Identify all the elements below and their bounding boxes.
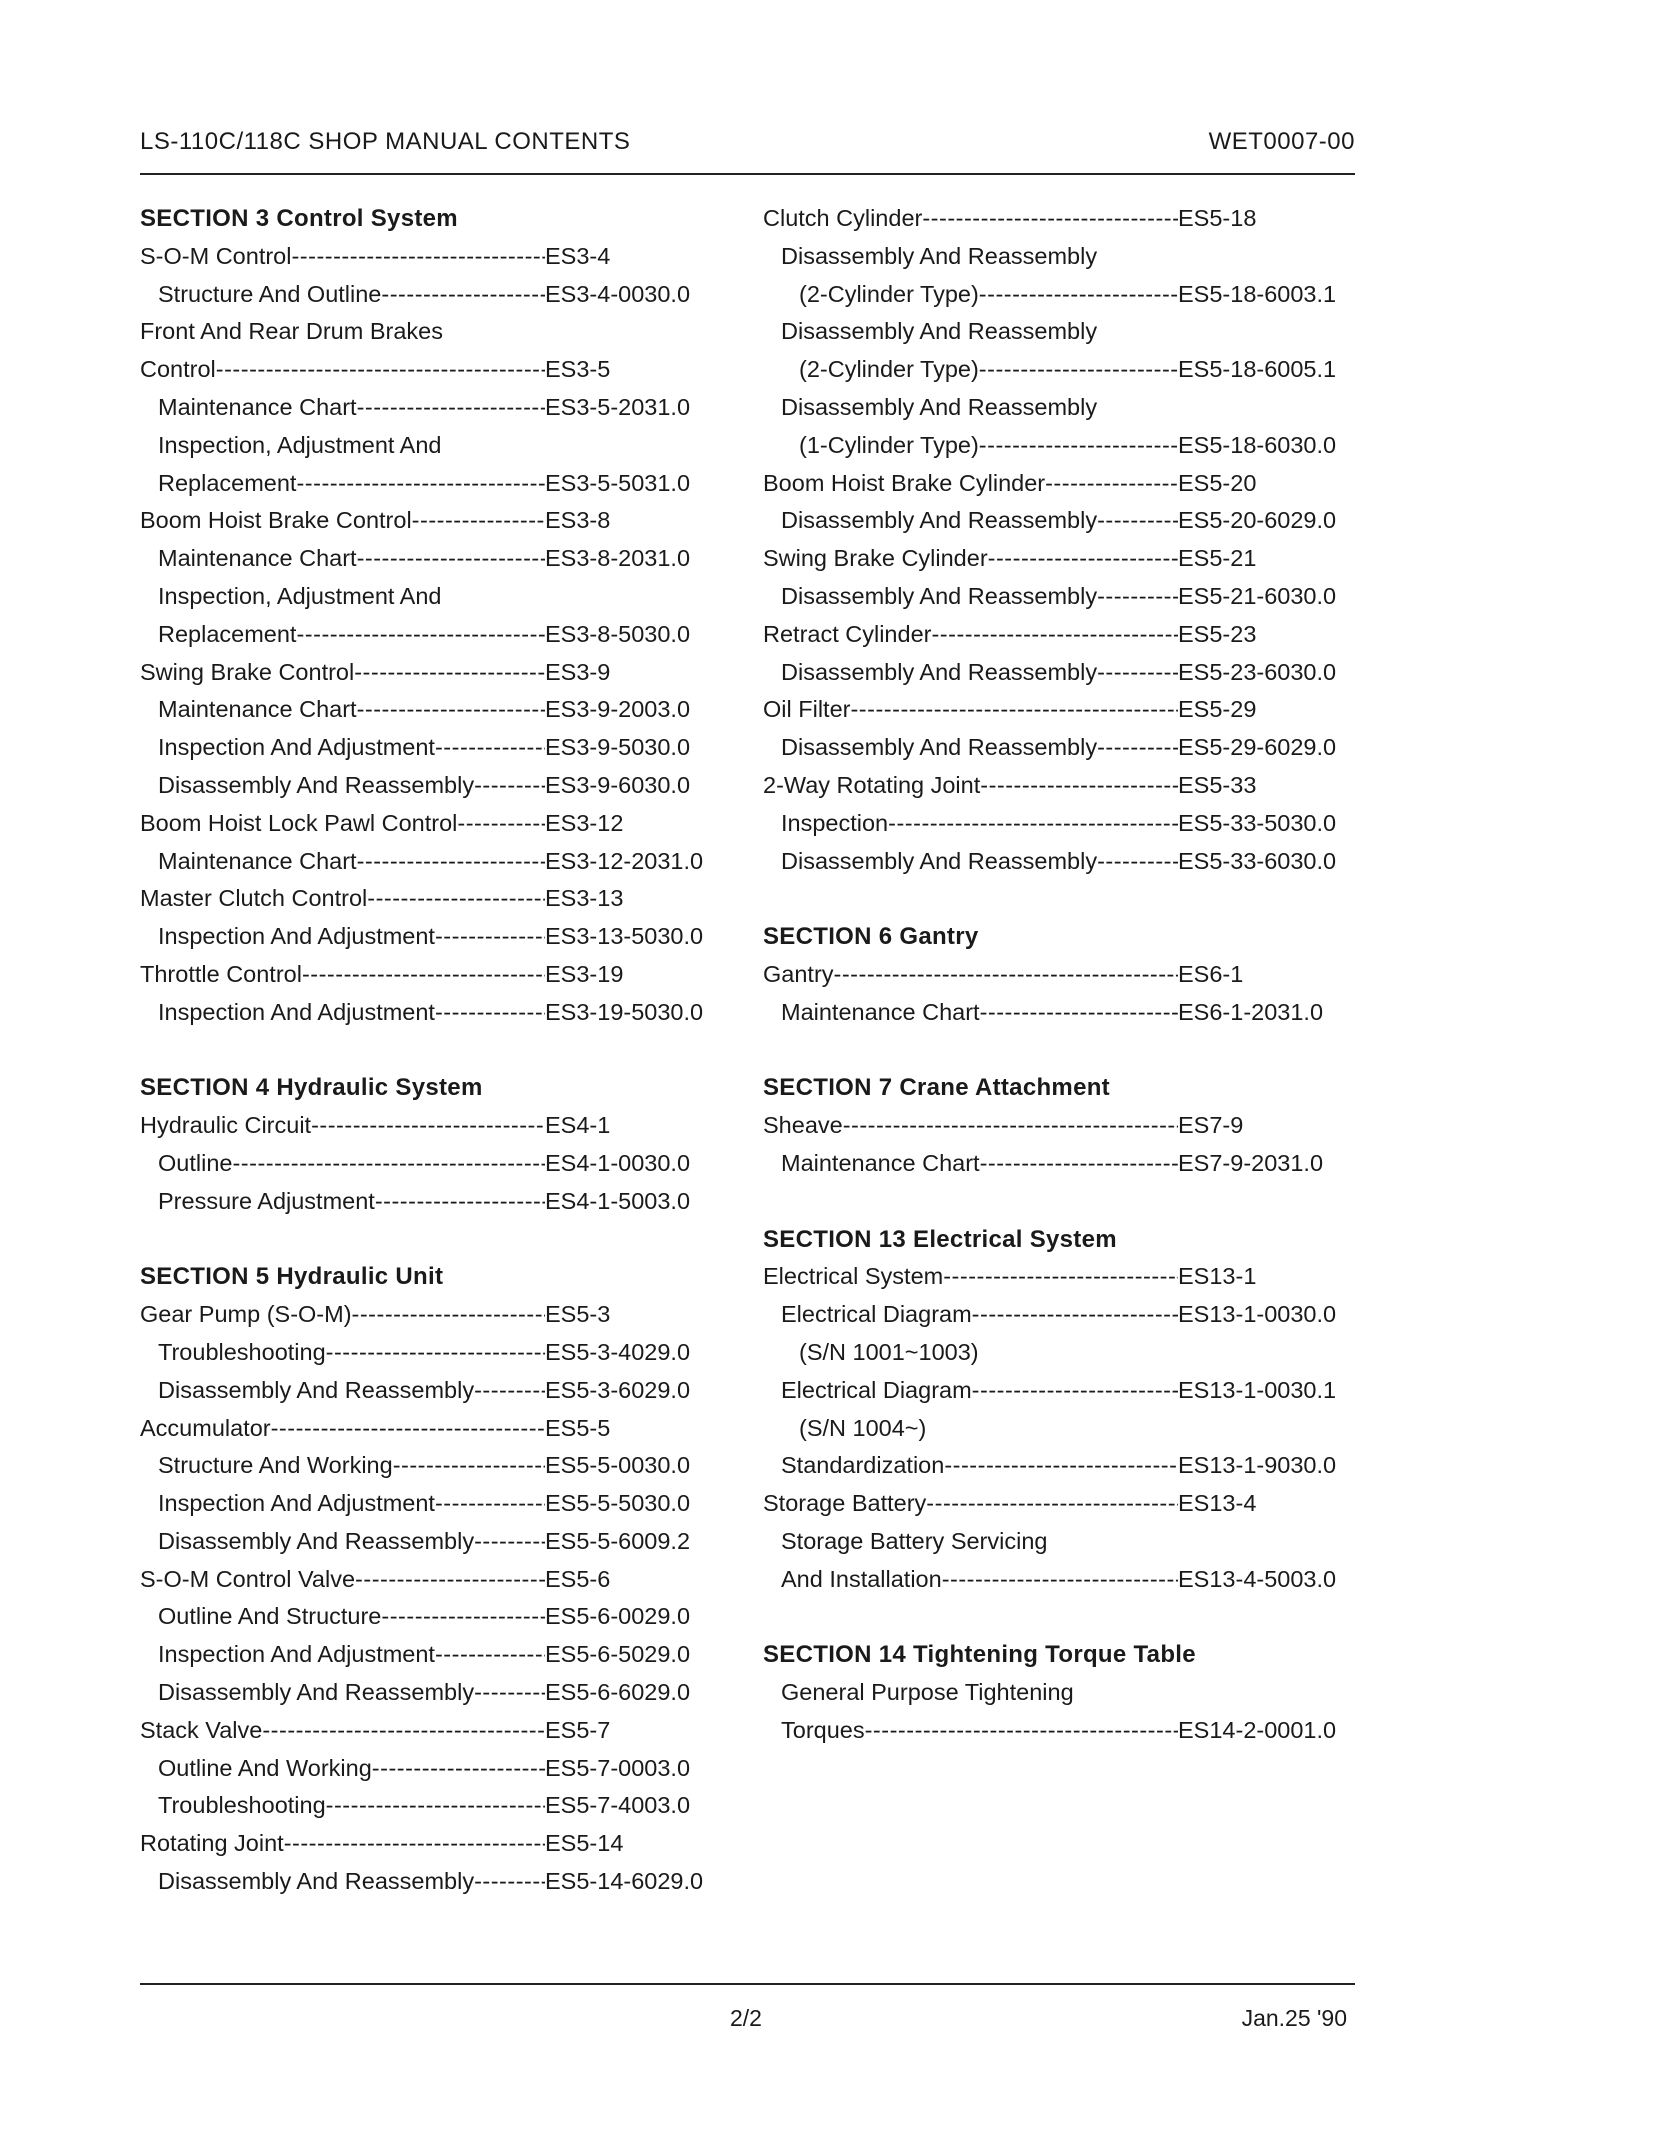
toc-entry-code: ES3-5-2031.0 (545, 393, 691, 420)
toc-entry-label: Outline And Working (158, 1754, 372, 1781)
toc-entry (140, 956, 715, 994)
toc-entry-code: ES7-9 (1178, 1112, 1244, 1139)
toc-entry-code: ES4-1-0030.0 (545, 1149, 691, 1176)
toc-entry-code: ES5-21-6030.0 (1178, 582, 1337, 609)
toc-entry (140, 616, 715, 654)
dot-leader (296, 616, 545, 654)
section-heading: SECTION 6 Gantry (763, 923, 979, 951)
toc-entry-label: Clutch Cylinder (763, 205, 923, 231)
toc-entry-code: ES5-14 (545, 1830, 624, 1857)
dot-leader (1097, 578, 1178, 616)
toc-entry (140, 691, 715, 729)
toc-subheading (140, 313, 715, 351)
toc-entry-label: Disassembly And Reassembly (781, 242, 1098, 269)
toc-subheading (763, 1334, 1353, 1372)
toc-entry-label: Electrical System (763, 1263, 944, 1290)
dot-leader (474, 1523, 545, 1561)
toc-entry (140, 1787, 715, 1825)
toc-entry (763, 843, 1353, 881)
toc-entry-code: ES3-13-5030.0 (545, 923, 704, 950)
toc-entry-code: ES3-9-5030.0 (545, 734, 691, 761)
toc-entry-label: Disassembly And Reassembly (781, 507, 1098, 534)
toc-entry-label: Disassembly And Reassembly (781, 658, 1098, 685)
dot-leader (979, 427, 1178, 465)
toc-entry-code: ES5-18-6005.1 (1178, 356, 1337, 383)
toc-entry-code: ES6-1-2031.0 (1178, 998, 1324, 1025)
toc-entry-code: ES3-5 (545, 356, 611, 383)
toc-entry-label: Disassembly And Reassembly (158, 771, 475, 798)
toc-entry-label: And Installation (781, 1565, 942, 1592)
toc-entry-code: ES3-13 (545, 885, 624, 912)
toc-entry-code: ES3-8-5030.0 (545, 620, 691, 647)
toc-entry-code: ES13-4 (1178, 1490, 1257, 1517)
toc-entry-code: ES3-4-0030.0 (545, 280, 691, 307)
section-heading: SECTION 4 Hydraulic System (140, 1074, 483, 1102)
toc-entry (140, 351, 715, 389)
toc-entry-code: ES5-33 (1178, 771, 1257, 798)
toc-subheading (763, 1674, 1353, 1712)
dot-leader (474, 1372, 545, 1410)
toc-entry (763, 1107, 1353, 1145)
section-spacer (140, 1032, 715, 1070)
dot-leader (393, 1447, 545, 1485)
toc-entry-label: Control (140, 356, 216, 383)
contents-right-column (763, 200, 1353, 1750)
toc-subheading (763, 238, 1353, 276)
dot-leader (355, 1561, 545, 1599)
toc-entry (140, 1145, 715, 1183)
toc-subheading (763, 389, 1353, 427)
toc-entry-label: Troubleshooting (158, 1792, 326, 1819)
dot-leader (357, 843, 545, 881)
toc-entry-code: ES7-9-2031.0 (1178, 1149, 1324, 1176)
dot-leader (979, 351, 1178, 389)
toc-entry (140, 1183, 715, 1221)
toc-entry (140, 880, 715, 918)
toc-entry-code: ES5-3-6029.0 (545, 1376, 691, 1403)
dot-leader (352, 1296, 545, 1334)
toc-subheading (763, 1523, 1353, 1561)
dot-leader (474, 767, 545, 805)
toc-entry-code: ES5-7-0003.0 (545, 1754, 691, 1781)
toc-entry-label: (2-Cylinder Type) (799, 280, 979, 307)
toc-entry-label: Replacement (158, 620, 297, 647)
toc-entry-label: Boom Hoist Lock Pawl Control (140, 809, 458, 836)
dot-leader (381, 276, 545, 314)
page-header (140, 128, 1355, 156)
dot-leader (834, 956, 1178, 994)
dot-leader (888, 805, 1178, 843)
toc-entry-code: ES5-14-6029.0 (545, 1868, 704, 1895)
toc-entry (140, 238, 715, 276)
toc-entry-label: Inspection, Adjustment And (158, 582, 442, 609)
dot-leader (302, 956, 545, 994)
toc-entry-label: Disassembly And Reassembly (158, 1679, 475, 1706)
toc-entry-label: Maintenance Chart (781, 1149, 980, 1176)
toc-entry-code: ES3-19 (545, 960, 624, 987)
toc-entry-code: ES5-18-6030.0 (1178, 431, 1337, 458)
toc-subheading (763, 1410, 1353, 1448)
toc-entry-label: Disassembly And Reassembly (781, 582, 1098, 609)
toc-entry-label: Stack Valve (140, 1716, 263, 1743)
toc-entry-label: Boom Hoist Brake Control (140, 507, 412, 534)
toc-entry-label: Gear Pump (S-O-M) (140, 1301, 352, 1328)
dot-leader (232, 1145, 545, 1183)
toc-entry-label: Front And Rear Drum Brakes (140, 318, 443, 345)
toc-entry-label: Inspection And Adjustment (158, 1490, 435, 1517)
section-spacer (763, 880, 1353, 918)
toc-entry-label: Troubleshooting (158, 1338, 326, 1365)
toc-entry-code: ES5-5-0030.0 (545, 1452, 691, 1479)
section-heading: SECTION 3 Control System (140, 205, 458, 232)
toc-entry-code: ES5-29 (1178, 696, 1257, 723)
dot-leader (357, 691, 545, 729)
dot-leader (943, 1258, 1178, 1296)
toc-entry-label: Maintenance Chart (158, 545, 357, 572)
toc-entry-label: Master Clutch Control (140, 885, 368, 912)
toc-entry-label: Retract Cylinder (763, 620, 932, 647)
toc-entry-label: Structure And Outline (158, 280, 382, 307)
toc-entry (140, 1636, 715, 1674)
dot-leader (843, 1107, 1178, 1145)
toc-entry-code: ES5-3-4029.0 (545, 1338, 691, 1365)
toc-entry-label: Disassembly And Reassembly (781, 847, 1098, 874)
toc-entry-code: ES4-1 (545, 1112, 611, 1139)
dot-leader (865, 1712, 1178, 1750)
toc-entry (140, 994, 715, 1032)
dot-leader (357, 540, 545, 578)
toc-entry-code: ES5-33-5030.0 (1178, 809, 1337, 836)
dot-leader (262, 1712, 545, 1750)
toc-entry-label: Torques (781, 1716, 865, 1743)
toc-entry-code: ES5-6-5029.0 (545, 1641, 691, 1668)
toc-entry-label: Standardization (781, 1452, 945, 1479)
toc-entry (763, 616, 1353, 654)
toc-entry-code: ES5-18 (1178, 205, 1257, 231)
toc-entry-label: Sheave (763, 1112, 843, 1139)
section-heading: SECTION 13 Electrical System (763, 1225, 1117, 1253)
toc-entry (140, 805, 715, 843)
toc-entry-code: ES5-5-5030.0 (545, 1490, 691, 1517)
toc-entry (763, 427, 1353, 465)
toc-entry-code: ES3-5-5031.0 (545, 469, 691, 496)
dot-leader (931, 616, 1178, 654)
toc-entry (763, 1485, 1353, 1523)
manual-title: LS-110C/118C SHOP MANUAL CONTENTS (140, 128, 631, 155)
toc-entry-code: ES5-7 (545, 1716, 611, 1743)
toc-entry-label: Inspection And Adjustment (158, 734, 435, 761)
toc-entry (763, 1296, 1353, 1334)
toc-entry-code: ES5-5-6009.2 (545, 1527, 691, 1554)
toc-entry-code: ES5-20 (1178, 469, 1257, 496)
dot-leader (850, 691, 1178, 729)
dot-leader (980, 994, 1178, 1032)
toc-entry (763, 767, 1353, 805)
toc-entry-code: ES3-8-2031.0 (545, 545, 691, 572)
toc-entry-label: Swing Brake Cylinder (763, 545, 988, 572)
toc-entry-label: Rotating Joint (140, 1830, 284, 1857)
toc-entry (140, 918, 715, 956)
toc-entry-code: ES5-3 (545, 1301, 611, 1328)
section-heading: SECTION 14 Tightening Torque Table (763, 1641, 1196, 1669)
toc-entry (140, 502, 715, 540)
toc-entry (140, 729, 715, 767)
toc-entry (140, 1334, 715, 1372)
dot-leader (1045, 465, 1178, 503)
toc-entry-label: Inspection And Adjustment (158, 998, 435, 1025)
toc-entry-label: Accumulator (140, 1414, 271, 1441)
toc-entry (140, 465, 715, 503)
toc-entry (140, 654, 715, 692)
toc-entry-label: Electrical Diagram (781, 1376, 972, 1403)
dot-leader (367, 880, 545, 918)
toc-entry-label: Storage Battery Servicing (781, 1527, 1048, 1554)
dot-leader (457, 805, 545, 843)
header-rule (140, 173, 1355, 175)
dot-leader (979, 276, 1178, 314)
toc-entry (140, 1447, 715, 1485)
section-spacer (763, 1598, 1353, 1636)
toc-entry (140, 1750, 715, 1788)
toc-entry-code: ES3-12-2031.0 (545, 847, 704, 874)
toc-entry-code: ES5-6 (545, 1565, 611, 1592)
toc-entry-code: ES3-12 (545, 809, 624, 836)
dot-leader (271, 1410, 545, 1448)
toc-entry-label: Outline (158, 1149, 233, 1176)
toc-entry (140, 1598, 715, 1636)
toc-entry (140, 540, 715, 578)
dot-leader (357, 389, 545, 427)
toc-entry-code: ES3-4 (545, 242, 611, 269)
dot-leader (922, 200, 1178, 238)
toc-entry (763, 540, 1353, 578)
toc-entry-code: ES5-6-6029.0 (545, 1679, 691, 1706)
toc-entry (763, 1145, 1353, 1183)
toc-entry-label: Disassembly And Reassembly (781, 318, 1098, 345)
toc-entry (763, 1447, 1353, 1485)
toc-entry-code: ES5-7-4003.0 (545, 1792, 691, 1819)
toc-entry-label: Boom Hoist Brake Cylinder (763, 469, 1046, 496)
toc-entry (763, 578, 1353, 616)
section-spacer (763, 1183, 1353, 1221)
toc-entry-label: (2-Cylinder Type) (799, 356, 979, 383)
page-number: 2/2 (730, 2005, 762, 2031)
toc-entry (140, 389, 715, 427)
toc-entry-code: ES13-1-9030.0 (1178, 1452, 1337, 1479)
toc-entry (763, 1372, 1353, 1410)
toc-entry (763, 956, 1353, 994)
toc-entry-label: Inspection And Adjustment (158, 923, 435, 950)
toc-entry (140, 1107, 715, 1145)
toc-entry (763, 276, 1353, 314)
dot-leader (972, 1372, 1178, 1410)
dot-leader (944, 1447, 1178, 1485)
toc-entry (140, 1523, 715, 1561)
toc-entry-code: ES3-9-6030.0 (545, 771, 691, 798)
toc-entry-code: ES3-9-2003.0 (545, 696, 691, 723)
dot-leader (296, 465, 545, 503)
section-spacer (763, 1032, 1353, 1070)
toc-entry-label: (S/N 1004~) (799, 1414, 927, 1441)
toc-entry (140, 1825, 715, 1863)
toc-entry-label: General Purpose Tightening (781, 1679, 1074, 1706)
toc-entry-label: Disassembly And Reassembly (781, 734, 1098, 761)
toc-entry (140, 843, 715, 881)
toc-entry-label: Inspection (781, 809, 889, 836)
toc-entry (763, 351, 1353, 389)
toc-subheading (140, 427, 715, 465)
toc-entry-label: S-O-M Control Valve (140, 1565, 356, 1592)
section-heading: SECTION 7 Crane Attachment (763, 1074, 1110, 1102)
dot-leader (1097, 654, 1178, 692)
dot-leader (216, 351, 545, 389)
section-heading: SECTION 5 Hydraulic Unit (140, 1263, 444, 1291)
contents-left-column (140, 200, 715, 1901)
toc-subheading (140, 578, 715, 616)
toc-entry-label: Structure And Working (158, 1452, 393, 1479)
toc-entry (763, 502, 1353, 540)
toc-entry (763, 1258, 1353, 1296)
dot-leader (980, 767, 1178, 805)
toc-entry-code: ES14-2-0001.0 (1178, 1716, 1337, 1743)
revision-date: Jan.25 '90 (1241, 2005, 1347, 2031)
toc-entry (140, 1372, 715, 1410)
toc-entry-code: ES3-8 (545, 507, 611, 534)
footer-rule (140, 1983, 1355, 1985)
toc-entry-label: Inspection, Adjustment And (158, 431, 442, 458)
toc-entry-label: 2-Way Rotating Joint (763, 771, 981, 798)
dot-leader (435, 729, 545, 767)
dot-leader (435, 1636, 545, 1674)
dot-leader (284, 1825, 545, 1863)
toc-entry (140, 1674, 715, 1712)
toc-entry-label: Outline And Structure (158, 1603, 382, 1630)
toc-entry (763, 654, 1353, 692)
dot-leader (988, 540, 1178, 578)
dot-leader (326, 1334, 545, 1372)
toc-entry-label: Maintenance Chart (158, 847, 357, 874)
toc-entry-label: Oil Filter (763, 696, 851, 723)
toc-entry-label: Replacement (158, 469, 297, 496)
toc-entry (140, 1561, 715, 1599)
toc-entry-label: Disassembly And Reassembly (158, 1868, 475, 1895)
toc-entry (763, 465, 1353, 503)
toc-entry-code: ES6-1 (1178, 960, 1244, 987)
dot-leader (942, 1561, 1178, 1599)
dot-leader (474, 1674, 545, 1712)
toc-entry (140, 767, 715, 805)
toc-entry (140, 1410, 715, 1448)
dot-leader (926, 1485, 1178, 1523)
toc-entry-label: Maintenance Chart (781, 998, 980, 1025)
toc-entry-code: ES5-21 (1178, 545, 1257, 572)
section-spacer (140, 1221, 715, 1259)
toc-entry (763, 994, 1353, 1032)
toc-entry-code: ES5-29-6029.0 (1178, 734, 1337, 761)
dot-leader (381, 1598, 545, 1636)
dot-leader (1097, 729, 1178, 767)
toc-entry-code: ES5-5 (545, 1414, 611, 1441)
toc-entry-label: Disassembly And Reassembly (781, 393, 1098, 420)
toc-entry-label: Electrical Diagram (781, 1301, 972, 1328)
dot-leader (435, 994, 545, 1032)
toc-entry-label: Swing Brake Control (140, 658, 355, 685)
toc-entry-code: ES5-20-6029.0 (1178, 507, 1337, 534)
toc-entry-label: Gantry (763, 960, 834, 987)
dot-leader (354, 654, 545, 692)
toc-entry-code: ES3-19-5030.0 (545, 998, 704, 1025)
toc-entry-code: ES5-23-6030.0 (1178, 658, 1337, 685)
toc-entry-label: Hydraulic Circuit (140, 1112, 312, 1139)
toc-entry-code: ES5-33-6030.0 (1178, 847, 1337, 874)
toc-entry (140, 1863, 715, 1901)
dot-leader (1097, 843, 1178, 881)
toc-entry-code: ES13-1-0030.1 (1178, 1376, 1337, 1403)
toc-entry-code: ES4-1-5003.0 (545, 1187, 691, 1214)
dot-leader (980, 1145, 1178, 1183)
toc-subheading (763, 313, 1353, 351)
toc-entry-label: (S/N 1001~1003) (799, 1338, 979, 1365)
toc-entry-label: Maintenance Chart (158, 696, 357, 723)
dot-leader (435, 1485, 545, 1523)
dot-leader (1097, 502, 1178, 540)
dot-leader (372, 1750, 545, 1788)
toc-entry-code: ES13-4-5003.0 (1178, 1565, 1337, 1592)
toc-entry-code: ES5-6-0029.0 (545, 1603, 691, 1630)
dot-leader (291, 238, 545, 276)
toc-entry-code: ES5-23 (1178, 620, 1257, 647)
toc-entry (140, 1296, 715, 1334)
toc-entry-code: ES13-1 (1178, 1263, 1257, 1290)
toc-entry-label: Inspection And Adjustment (158, 1641, 435, 1668)
document-number: WET0007-00 (1208, 128, 1355, 155)
toc-entry (140, 1712, 715, 1750)
dot-leader (311, 1107, 545, 1145)
dot-leader (375, 1183, 545, 1221)
toc-entry (763, 1712, 1353, 1750)
toc-entry-label: S-O-M Control (140, 242, 292, 269)
toc-entry-code: ES5-18-6003.1 (1178, 280, 1337, 307)
toc-entry (763, 729, 1353, 767)
toc-entry-label: Throttle Control (140, 960, 302, 987)
toc-entry (140, 276, 715, 314)
toc-entry-label: Disassembly And Reassembly (158, 1376, 475, 1403)
toc-entry (763, 200, 1353, 238)
toc-entry-label: Storage Battery (763, 1490, 927, 1517)
dot-leader (474, 1863, 545, 1901)
dot-leader (435, 918, 545, 956)
toc-entry (140, 1485, 715, 1523)
toc-entry (763, 805, 1353, 843)
dot-leader (326, 1787, 545, 1825)
toc-entry-label: Pressure Adjustment (158, 1187, 375, 1214)
toc-entry-code: ES13-1-0030.0 (1178, 1301, 1337, 1328)
dot-leader (972, 1296, 1178, 1334)
toc-entry-label: Maintenance Chart (158, 393, 357, 420)
toc-entry (763, 1561, 1353, 1599)
toc-entry (763, 691, 1353, 729)
toc-entry-label: Disassembly And Reassembly (158, 1527, 475, 1554)
toc-entry-label: (1-Cylinder Type) (799, 431, 979, 458)
toc-entry-code: ES3-9 (545, 658, 611, 685)
dot-leader (412, 502, 545, 540)
